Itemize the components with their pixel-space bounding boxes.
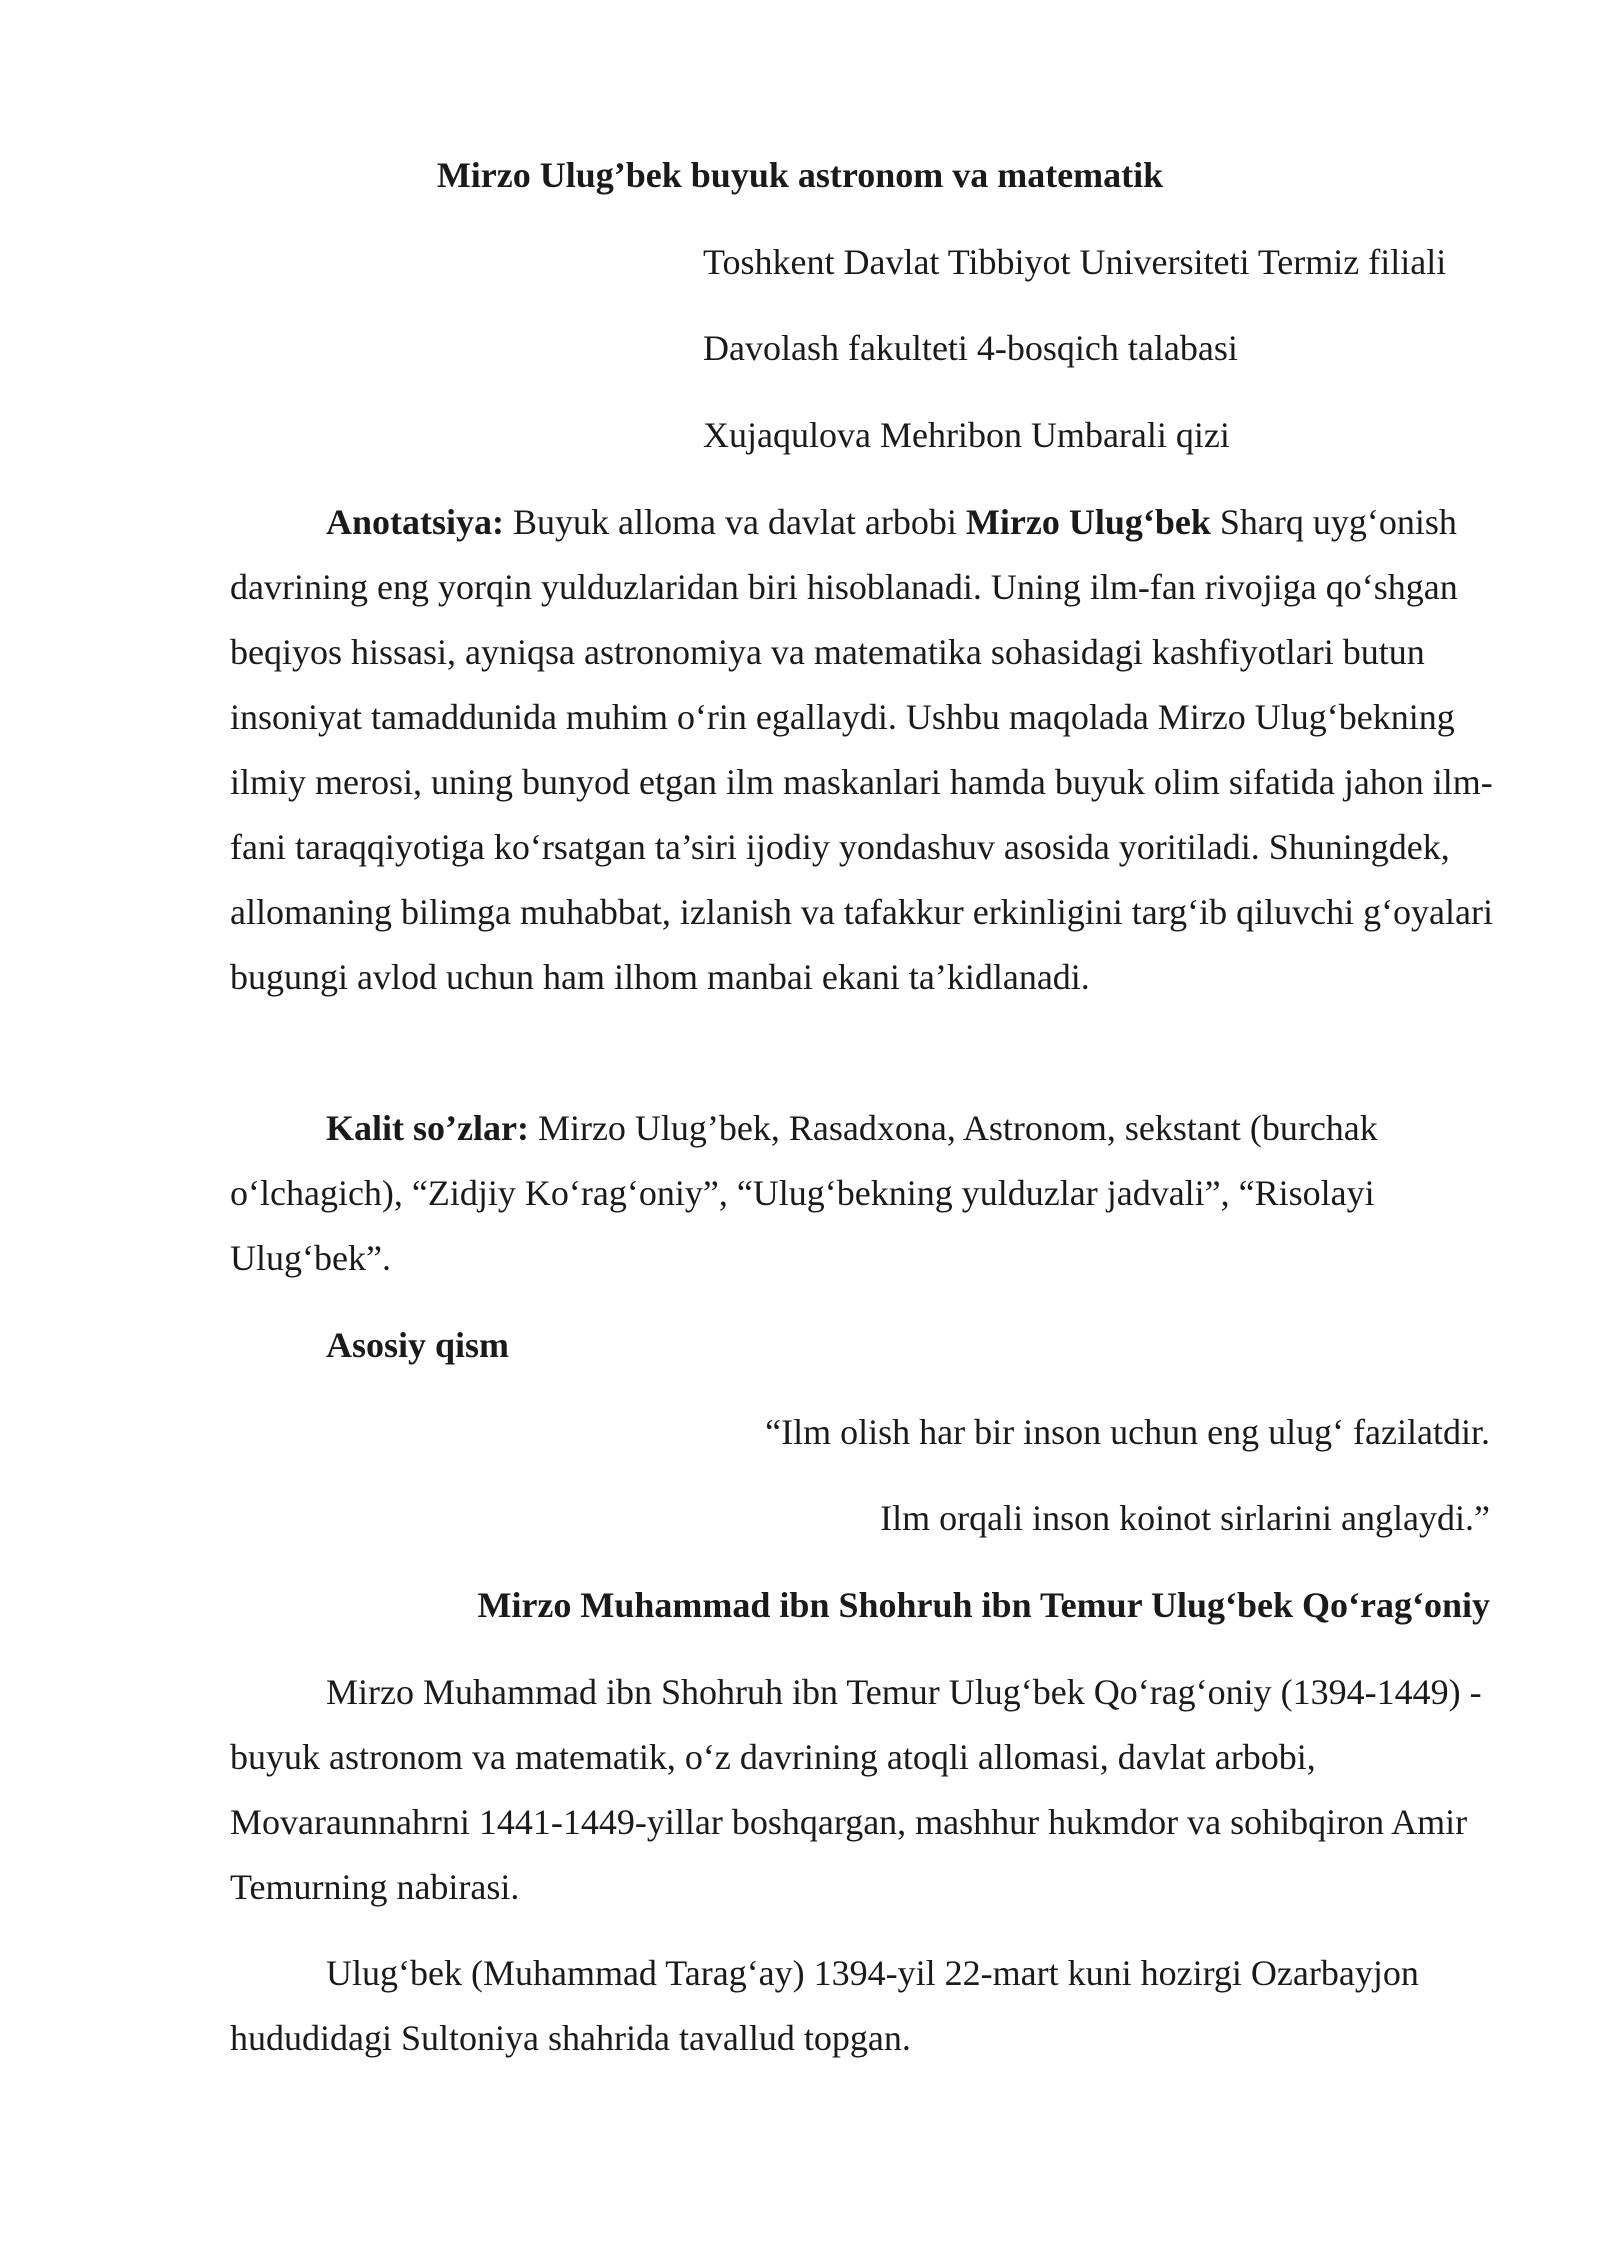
keywords-text: Mirzo Ulug’bek, Rasadxona, Astronom, sekstant (burchak o‘lchagich), “Zidjiy Ko‘rag‘oniy”, “Ulug‘bekning yulduzlar jadvali”, “Risolayi Ulug‘bek”. — [230, 1108, 1378, 1278]
epigraph-line-2: Ilm orqali inson koinot sirlarini anglaydi.” — [880, 1498, 1490, 1538]
keywords-paragraph — [230, 1096, 1495, 1291]
abstract-text-before: Buyuk alloma va davlat arbobi — [504, 502, 966, 542]
document-title: Mirzo Ulug’bek buyuk astronom va matematik — [436, 155, 1164, 195]
author-name: Xujaqulova Mehribon Umbarali qizi — [703, 415, 1230, 455]
author-institution: Toshkent Davlat Tibbiyot Universiteti Termiz filiali — [703, 242, 1447, 282]
abstract-bold-name: Mirzo Ulug‘bek — [965, 502, 1211, 542]
epigraph-line-1: “Ilm olish har bir inson uchun eng ulug‘ fazilatdir. — [765, 1412, 1490, 1452]
abstract-label: Anotatsiya: — [326, 502, 504, 542]
body-paragraph-2: Ulug‘bek (Muhammad Tarag‘ay) 1394-yil 22-mart kuni hozirgi Ozarbayjon hududidagi Sultoniya shahrida tavallud topgan. — [230, 1953, 1419, 2058]
main-heading: Asosiy qism — [326, 1325, 510, 1365]
body-paragraph-1: Mirzo Muhammad ibn Shohruh ibn Temur Ulug‘bek Qo‘rag‘oniy (1394-1449) - buyuk astronom va matematik, o‘z davrining atoqli allomasi, davlat arbobi, Movaraunnahrni 1441-1449-yillar boshqargan, mashhur hukmdor va sohibqiron Amir Temurning nabirasi. — [230, 1672, 1482, 1907]
abstract-paragraph — [230, 490, 1495, 1010]
abstract-text-after: Sharq uyg‘onish davrining eng yorqin yulduzlaridan biri hisoblanadi. Uning ilm-fan rivojiga qo‘shgan beqiyos hissasi, ayniqsa astronomiya va matematika sohasidagi kashfiyotlari butun insoniyat tamaddunida muhim o‘rin egallaydi. Ushbu maqolada Mirzo Ulug‘bekning ilmiy merosi, uning bunyod etgan ilm maskanlari hamda buyuk olim sifatida jahon ilm-fani taraqqiyotiga ko‘rsatgan ta’siri ijodiy yondashuv asosida yoritiladi. Shuningdek, allomaning bilimga muhabbat, izlanish va tafakkur erkinligini targ‘ib qiluvchi g‘oyalari bugungi avlod uchun ham ilhom manbai ekani ta’kidlanadi. — [230, 502, 1494, 997]
keywords-label: Kalit so’zlar: — [326, 1108, 529, 1148]
author-faculty: Davolash fakulteti 4-bosqich talabasi — [703, 328, 1238, 368]
section-title: Mirzo Muhammad ibn Shohruh ibn Temur Ulug‘bek Qo‘rag‘oniy — [477, 1585, 1490, 1625]
